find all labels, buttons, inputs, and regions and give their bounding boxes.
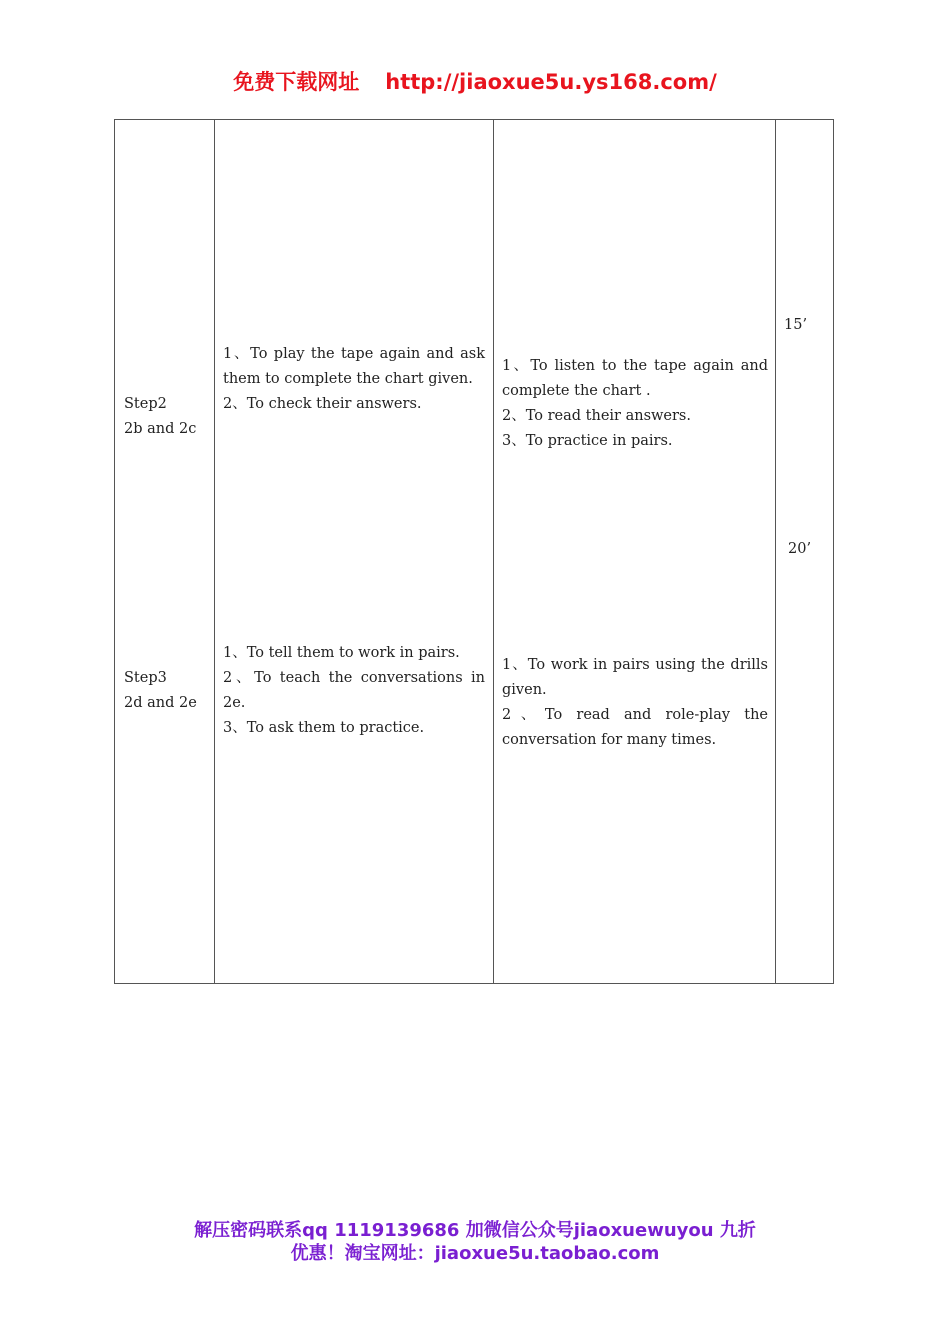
teacher-activity-item: 2、To check their answers. <box>223 396 422 412</box>
step-name: Step3 <box>124 670 167 686</box>
step-cell-row1 <box>124 392 209 442</box>
step-section: 2d and 2e <box>124 695 197 711</box>
header-url-link[interactable]: http://jiaoxue5u.ys168.com/ <box>385 70 717 94</box>
student-activity-item: 3、To practice in pairs. <box>502 433 673 449</box>
teacher-activity-row2 <box>223 641 485 741</box>
download-header <box>0 66 950 96</box>
teacher-activity-item: 1、To tell them to work in pairs. <box>223 645 460 661</box>
student-activity-item: 1、To listen to the tape again and complete the chart . <box>502 358 768 399</box>
student-activity-item: 2、To read their answers. <box>502 408 691 424</box>
step-name: Step2 <box>124 396 167 412</box>
step-cell-row2 <box>124 666 209 716</box>
student-activity-item: 1、To work in pairs using the drills given. <box>502 657 768 698</box>
teacher-activity-item: 3、To ask them to practice. <box>223 720 425 736</box>
header-label: 免费下载网址 <box>233 70 360 94</box>
footer-line-1: 解压密码联系qq 1119139686 加微信公众号jiaoxuewuyou 九折 <box>194 1220 756 1241</box>
footer-line-2: 优惠！淘宝网址：jiaoxue5u.taobao.com <box>290 1243 660 1264</box>
teacher-activity-item: 2、To teach the conversations in 2e. <box>223 670 485 711</box>
column-divider <box>493 120 494 983</box>
column-divider <box>214 120 215 983</box>
teacher-activity-item: 1、To play the tape again and ask them to complete the chart given. <box>223 346 485 387</box>
student-activity-item: 2、To read and role-play the conversation for many times. <box>502 707 768 748</box>
time-cell-row2: 20’ <box>788 541 812 557</box>
time-cell-row1: 15’ <box>784 317 808 333</box>
student-activity-row1 <box>502 354 768 454</box>
step-section: 2b and 2c <box>124 421 197 437</box>
lesson-table <box>114 119 834 984</box>
student-activity-row2 <box>502 653 768 753</box>
column-divider <box>775 120 776 983</box>
teacher-activity-row1 <box>223 342 485 417</box>
